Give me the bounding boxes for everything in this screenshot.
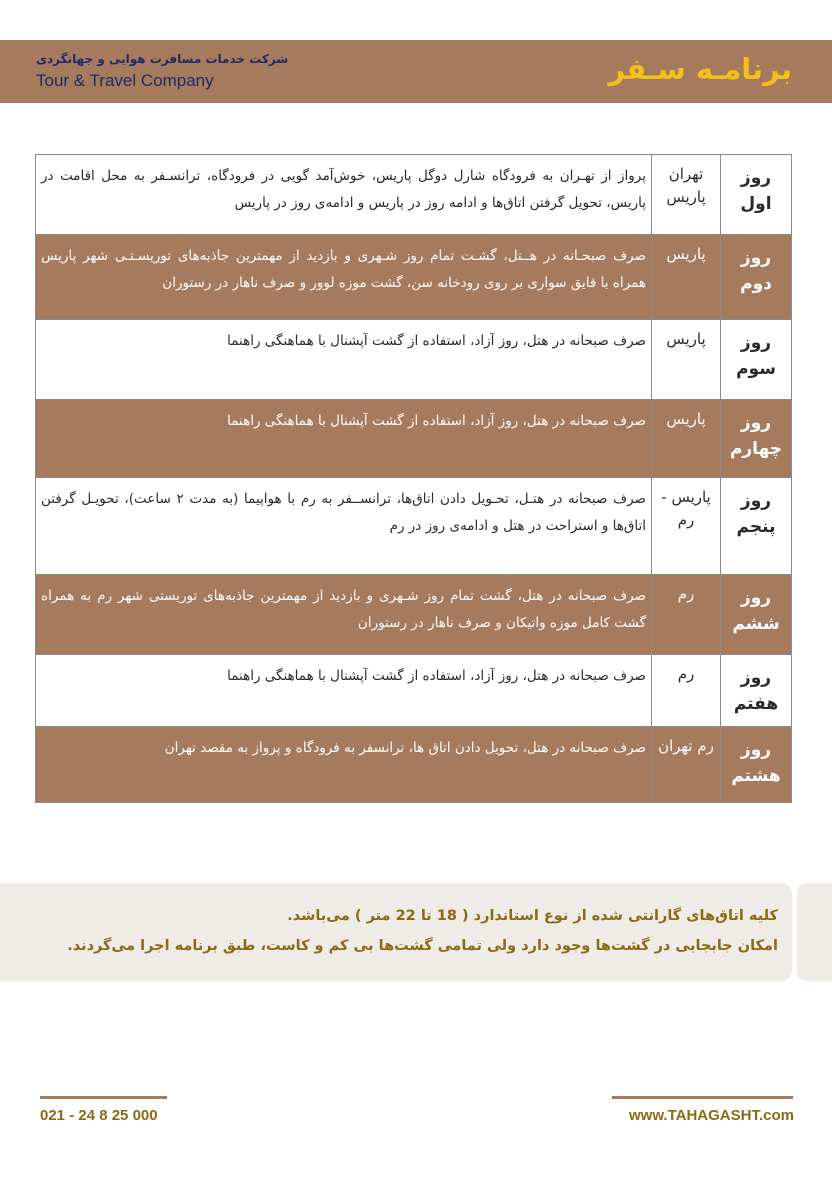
company-name-en: Tour & Travel Company <box>36 71 214 90</box>
city-cell: رم <box>652 575 721 655</box>
description-cell: پرواز از تهـران به فرودگاه شارل دوگل پاریس، خوش‌آمد گویی در فرودگاه، ترانسـفر به محل اقامت در پاریس، تحویل گرفتن اتاق‌ها و ادامه روز در پاریس و ادامه‌ی روز در پاریس <box>36 155 652 235</box>
table-row <box>36 400 792 478</box>
day-cell: روز دوم <box>721 235 792 320</box>
header-bar <box>0 40 832 103</box>
note-line: کلیه اتاق‌های گارانتی شده از نوع استاندارد ( 18 تا 22 متر ) می‌باشد. <box>287 908 778 924</box>
notes-box <box>0 883 792 981</box>
day-cell: روز سوم <box>721 320 792 400</box>
description-cell: صرف صبحانه در هتل، گشت تمام روز شـهری و بازدید از مهمترین جاذبه‌های توریستی شهر رم به همراه گشت کامل موزه واتیکان و صرف ناهار در رستوران <box>36 575 652 655</box>
table-row <box>36 727 792 803</box>
city-cell: رم تهران <box>652 727 721 803</box>
city-cell: تهران پاریس <box>652 155 721 235</box>
footer-website-link[interactable]: www.TAHAGASHT.com <box>628 1107 794 1124</box>
notes-side-tab <box>797 883 832 981</box>
day-cell: روز چهارم <box>721 400 792 478</box>
table-row <box>36 320 792 400</box>
description-cell: صرف صبحانه در هتل، تحویل دادن اتاق ها، ترانسفر به فرودگاه و پرواز به مقصد تهران <box>36 727 652 803</box>
day-cell: روز اول <box>721 155 792 235</box>
day-cell: روز پنجم <box>721 478 792 575</box>
company-name-fa: شرکت خدمات مسافرت هوایی و جهانگردی <box>36 52 289 66</box>
notes-text <box>67 901 778 961</box>
itinerary-table <box>35 154 792 803</box>
city-cell: پاریس <box>652 235 721 320</box>
day-cell: روز هشتم <box>721 727 792 803</box>
table-row <box>36 235 792 320</box>
city-cell: پاریس - رم <box>652 478 721 575</box>
description-cell: صرف صبحـانه در هــتل، گشـت تمام روز شـهری و بازدید از مهمترین جاذبه‌های توریسـتـی شهر پاریس همراه با قایق سواری بر روی رودخانه سن، گشت موزه لوور و صرف ناهار در رستوران <box>36 235 652 320</box>
description-cell: صرف صبحانه در هتـل، تحـویل دادن اتاق‌ها، ترانســفر به رم با هواپیما (به مدت ۲ ساعت)، تحویـل گرفتن اتاق‌ها و استراحت در هتل و ادامه‌ی روز در رم <box>36 478 652 575</box>
day-cell: روز هفتم <box>721 655 792 727</box>
page-title: برنامـه سـفر <box>608 52 792 86</box>
table-row <box>36 155 792 235</box>
footer-phone: 021 - 24 8 25 000 <box>40 1107 158 1124</box>
city-cell: پاریس <box>652 400 721 478</box>
description-cell: صرف صبحانه در هتل، روز آزاد، استفاده از گشت آپشنال با هماهنگی راهنما <box>36 655 652 727</box>
description-cell: صرف صبحانه در هتل، روز آزاد، استفاده از گشت آپشنال با هماهنگی راهنما <box>36 320 652 400</box>
note-line: امکان جابجایی در گشت‌ها وجود دارد ولی تمامی گشت‌ها بی کم و کاست، طبق برنامه اجرا می‌گردند. <box>67 938 778 954</box>
footer-divider-left <box>40 1096 167 1099</box>
table-row <box>36 575 792 655</box>
city-cell: پاریس <box>652 320 721 400</box>
city-cell: رم <box>652 655 721 727</box>
footer-divider-right <box>612 1096 793 1099</box>
table-row <box>36 655 792 727</box>
company-block <box>36 52 288 91</box>
table-row <box>36 478 792 575</box>
day-cell: روز ششم <box>721 575 792 655</box>
description-cell: صرف صبحانه در هتل، روز آزاد، استفاده از گشت آپشنال با هماهنگی راهنما <box>36 400 652 478</box>
